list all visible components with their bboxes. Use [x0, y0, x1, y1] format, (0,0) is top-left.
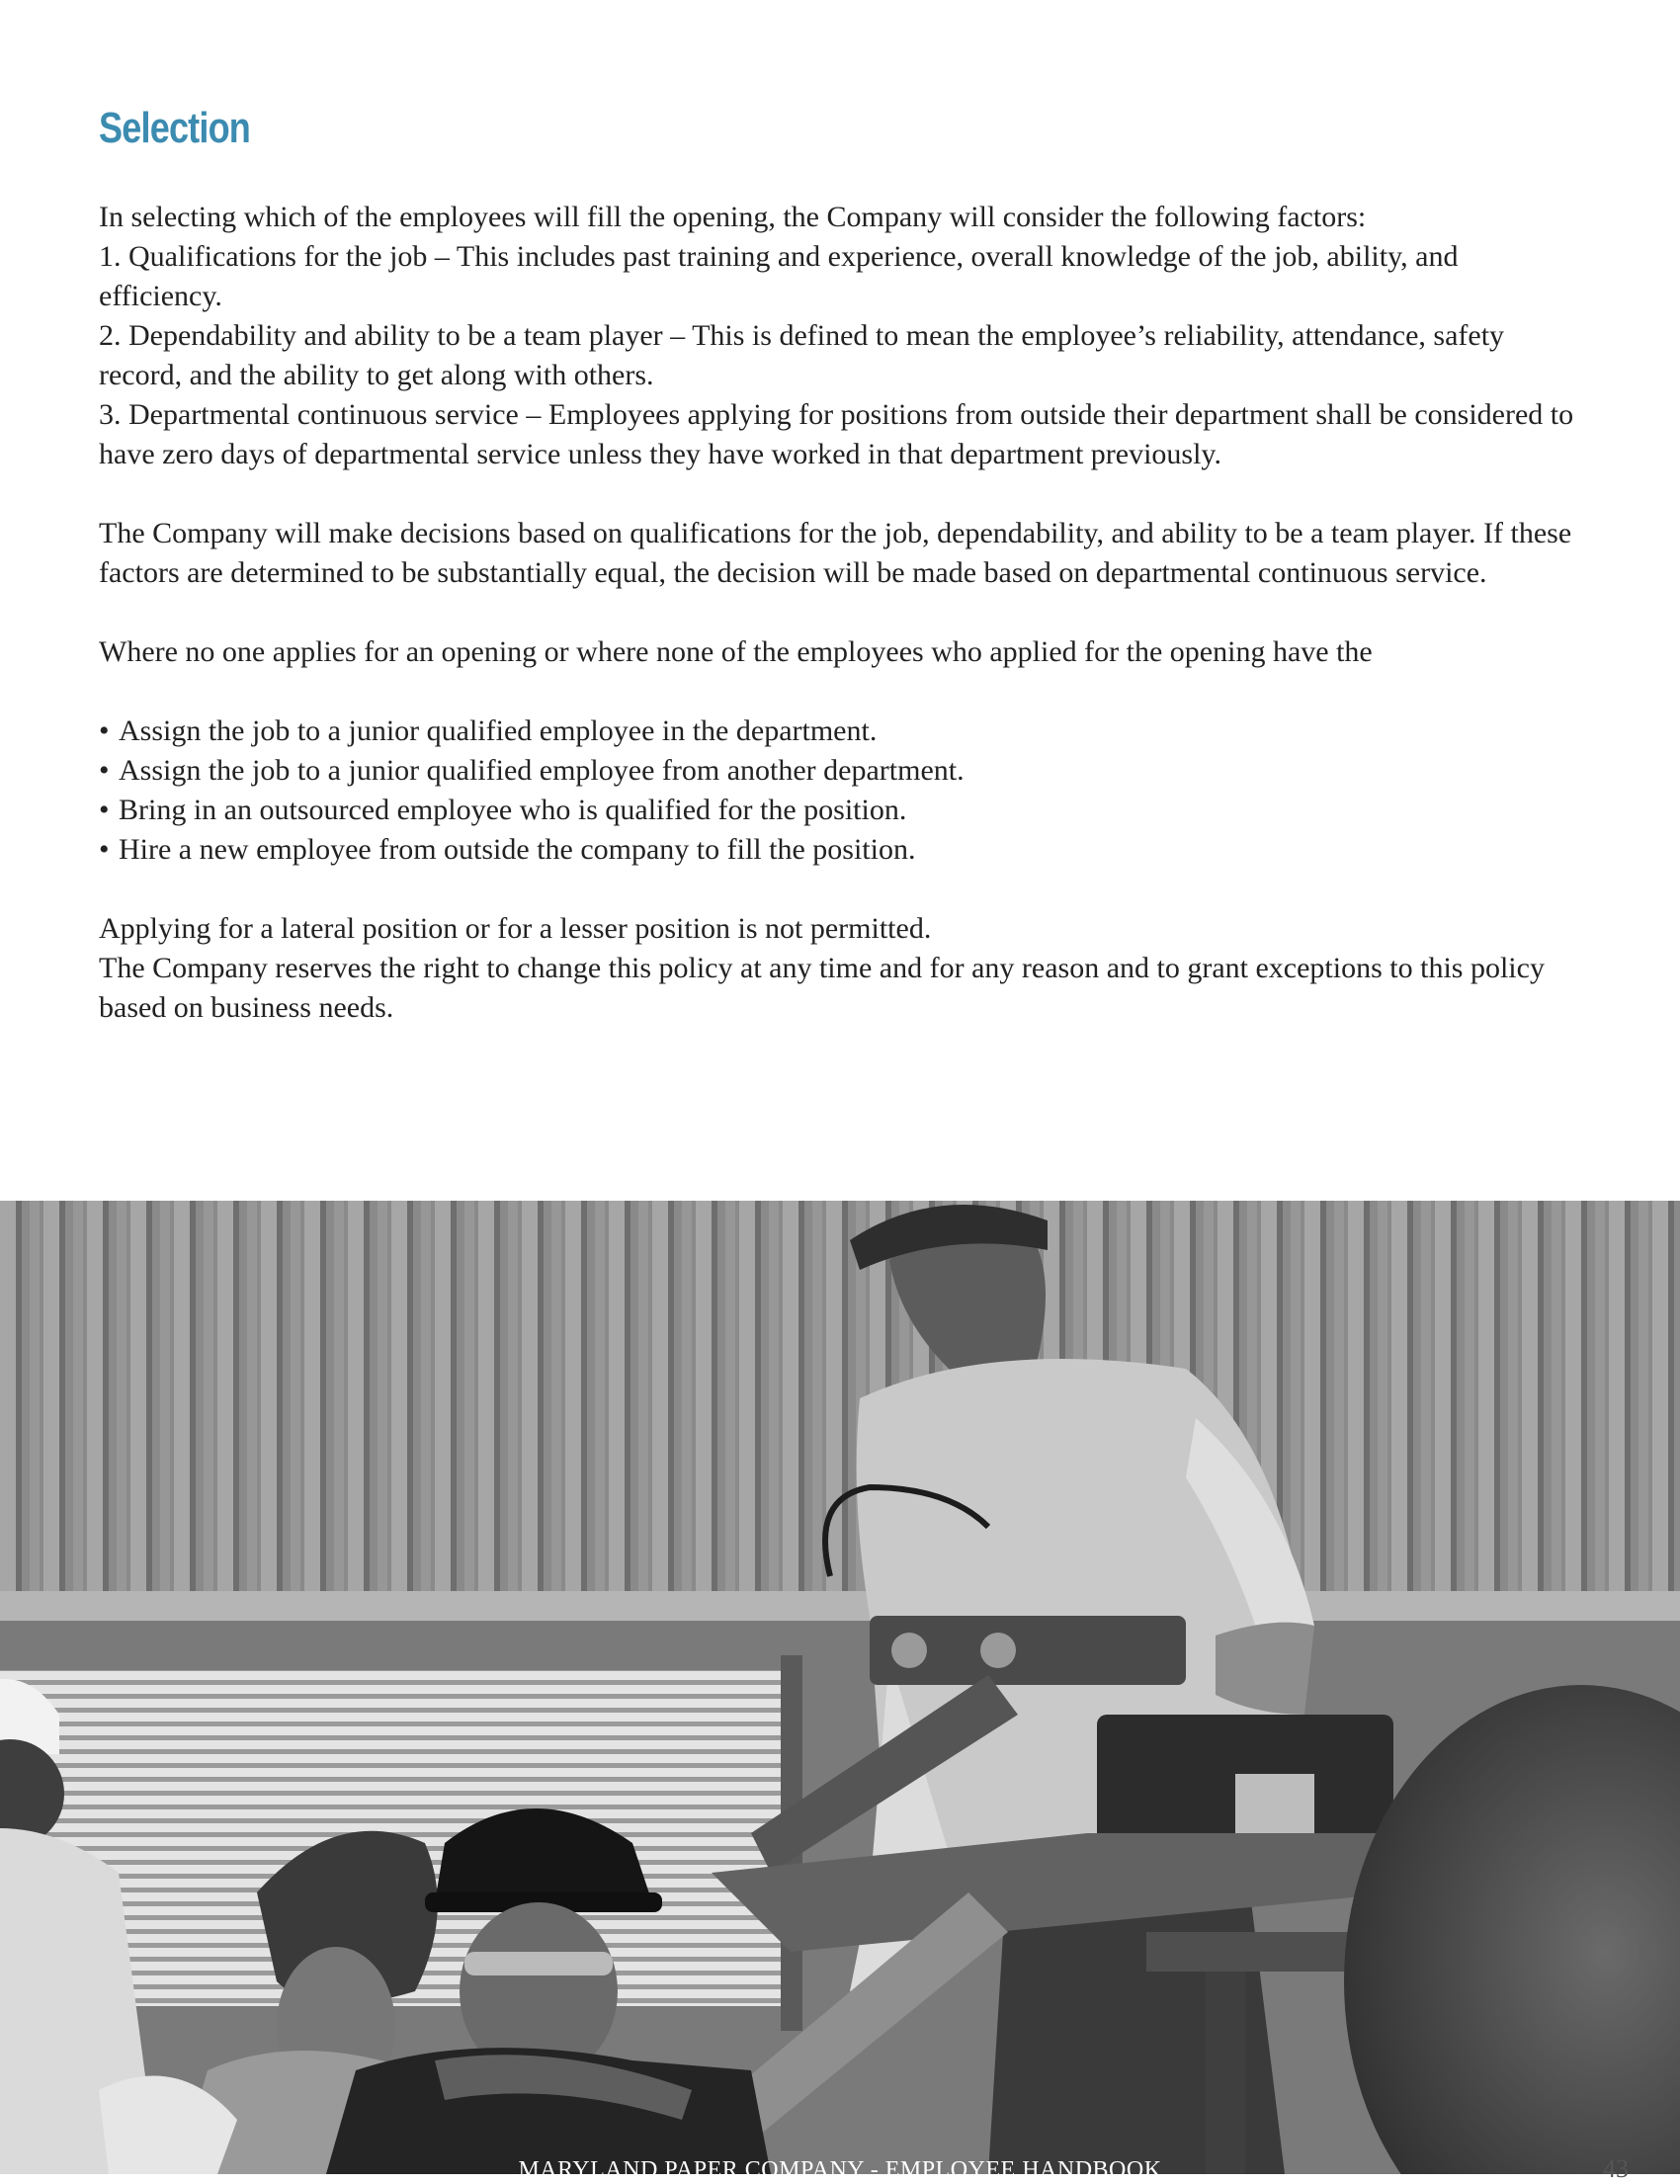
- policy-text-block: [99, 99, 1586, 1028]
- factor-item: 3. Departmental continuous service – Employees applying for positions from outside their department shall be considered to have zero days of departmental service unless they have worked in that department previously.: [99, 398, 1574, 470]
- options-list: [99, 712, 1586, 870]
- decision-paragraph: The Company will make decisions based on qualifications for the job, dependability, and ability to be a team player. If these factors are determined to be substantially equal, the decision will be made based on departmental continuous service.: [99, 517, 1572, 589]
- no-applicant-paragraph: Where no one applies for an opening or where none of the employees who applied for the opening have the: [99, 635, 1373, 668]
- list-item: [99, 830, 1586, 870]
- bullet-icon: •: [99, 833, 110, 866]
- lateral-paragraph: Applying for a lateral position or for a lesser position is not permitted.: [99, 912, 932, 945]
- paragraph-spacer: [99, 870, 1586, 909]
- workers-photo: [0, 1201, 1680, 2174]
- paragraph-spacer: [99, 593, 1586, 632]
- factor-item: 1. Qualifications for the job – This includes past training and experience, overall knowledge of the job, ability, and efficiency.: [99, 240, 1459, 312]
- factor-item: 2. Dependability and ability to be a team player – This is defined to mean the employee’s reliability, attendance, safety record, and the ability to get along with others.: [99, 319, 1505, 391]
- list-item-text: Hire a new employee from outside the company to fill the position.: [119, 833, 916, 866]
- paragraph-spacer: [99, 672, 1586, 712]
- list-item-text: Bring in an outsourced employee who is qualified for the position.: [119, 794, 907, 826]
- page-number: 43: [1603, 2154, 1629, 2183]
- list-item-text: Assign the job to a junior qualified employee in the department.: [119, 714, 878, 747]
- list-item-text: Assign the job to a junior qualified employee from another department.: [119, 754, 965, 787]
- list-item: [99, 751, 1586, 791]
- footer-title: MARYLAND PAPER COMPANY - EMPLOYEE HANDBOOK: [518, 2157, 1162, 2183]
- workers-photo-illustration: [0, 1201, 1680, 2174]
- section-heading: Selection: [99, 104, 251, 152]
- list-item: [99, 712, 1586, 751]
- reservation-paragraph: The Company reserves the right to change this policy at any time and for any reason and to grant exceptions to this policy based on business needs.: [99, 952, 1545, 1024]
- intro-paragraph: In selecting which of the employees will fill the opening, the Company will consider the following factors:: [99, 201, 1367, 233]
- bullet-icon: •: [99, 714, 110, 747]
- bullet-icon: •: [99, 754, 110, 787]
- paragraph-spacer: [99, 474, 1586, 514]
- bullet-icon: •: [99, 794, 110, 826]
- list-item: [99, 791, 1586, 830]
